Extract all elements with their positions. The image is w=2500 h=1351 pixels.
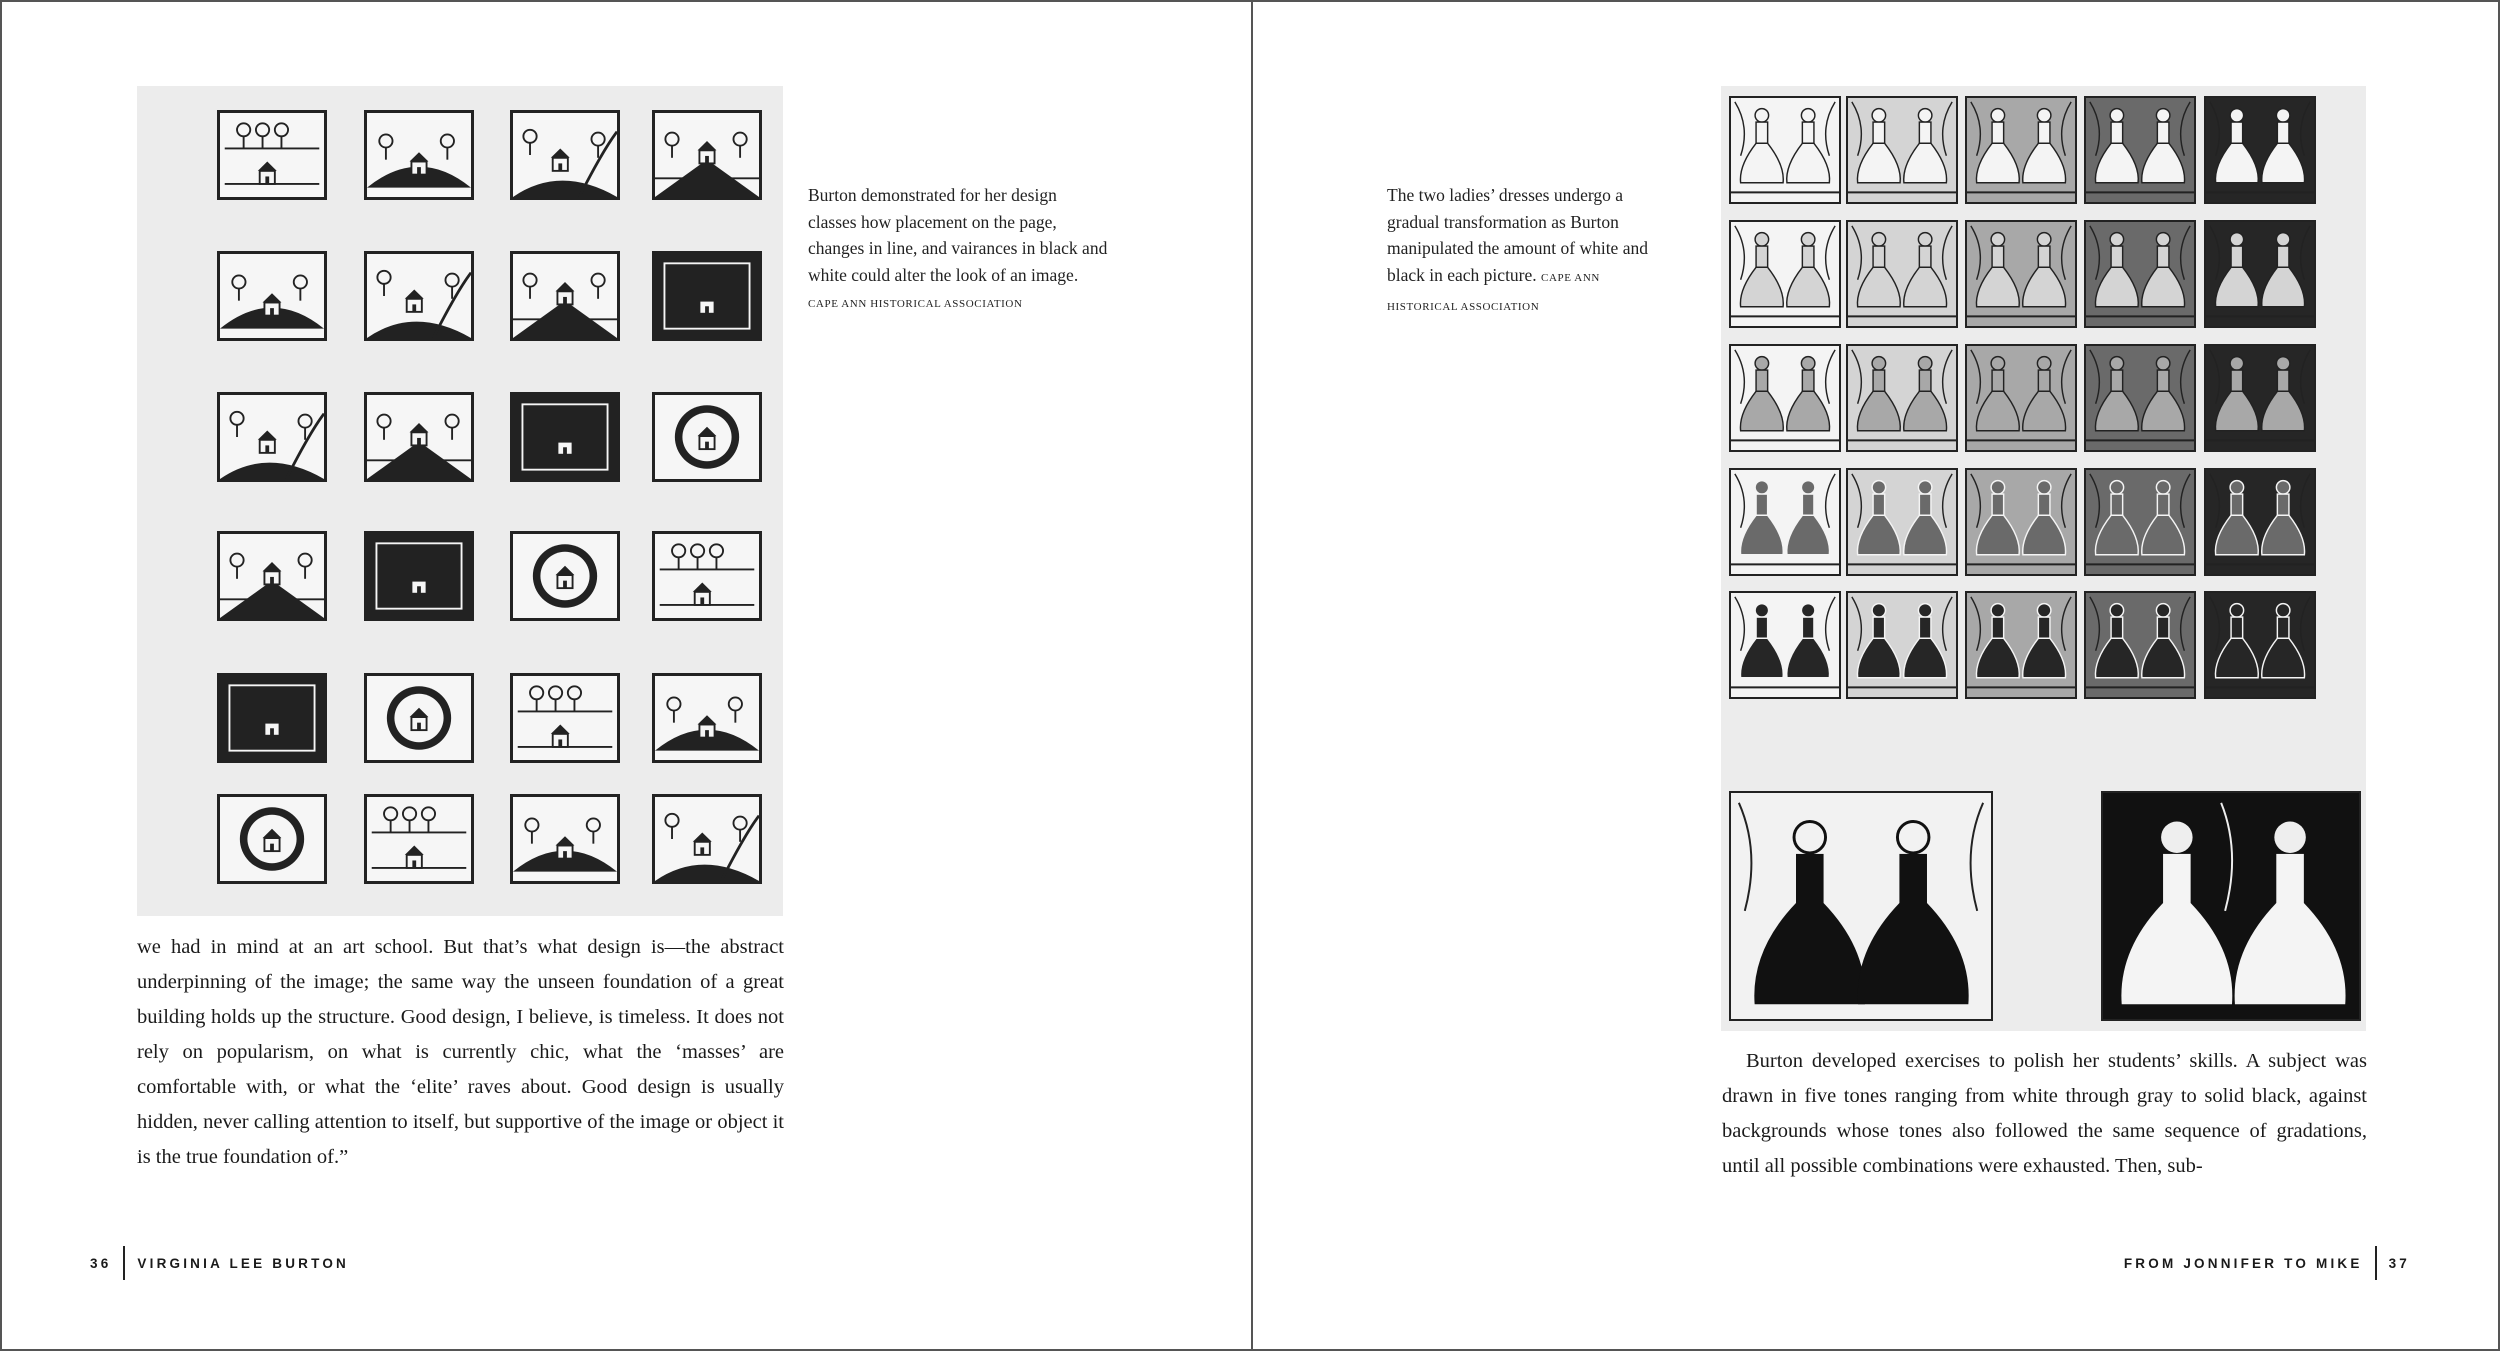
right-running-head: FROM JONNIFER TO MIKE: [2123, 1255, 2363, 1271]
design-thumbnail: [217, 392, 327, 482]
light-dresses-panel: [2101, 791, 2361, 1021]
design-thumbnail: [510, 673, 620, 763]
design-thumbnail: [510, 392, 620, 482]
design-thumbnail: [364, 110, 474, 200]
dress-tone-study: [1965, 344, 2077, 452]
design-thumbnail: [217, 251, 327, 341]
design-thumbnail: [510, 531, 620, 621]
dress-tone-study: [1729, 591, 1841, 699]
design-thumbnail: [364, 794, 474, 884]
page-gutter: [1251, 2, 1253, 1351]
design-thumbnail: [217, 673, 327, 763]
right-caption-text: The two ladies’ dresses undergo a gradual transformation as Burton manipulated the amount of white and black in each picture.: [1387, 185, 1648, 285]
dress-tone-study: [2204, 468, 2316, 576]
design-thumbnail: [652, 251, 762, 341]
design-thumbnail: [652, 673, 762, 763]
design-thumbnail: [652, 794, 762, 884]
dark-dresses-panel: [1729, 791, 1993, 1021]
dress-tone-study: [2084, 468, 2196, 576]
dress-tone-study: [1965, 591, 2077, 699]
dress-tone-study: [2204, 220, 2316, 328]
design-thumbnail: [652, 110, 762, 200]
right-caption-credit: CAPE ANN HISTORICAL ASSOCIATION: [1387, 271, 1600, 314]
design-thumbnail: [652, 531, 762, 621]
design-thumbnail: [217, 531, 327, 621]
design-thumbnail: [217, 794, 327, 884]
design-thumbnail: [217, 110, 327, 200]
right-figure-caption: [1387, 182, 1667, 321]
design-thumbnail: [364, 251, 474, 341]
design-thumbnail: [652, 392, 762, 482]
left-folio: [90, 1246, 349, 1280]
design-thumbnail: [364, 673, 474, 763]
dress-tone-study: [1846, 220, 1958, 328]
dress-tone-study: [1846, 96, 1958, 204]
ladies-dresses-figure: [1721, 86, 2366, 1031]
dress-tone-study: [1965, 96, 2077, 204]
left-page-number: 36: [90, 1255, 112, 1271]
dress-tone-study: [1729, 344, 1841, 452]
left-caption-credit: CAPE ANN HISTORICAL ASSOCIATION: [808, 298, 1023, 311]
right-folio: [2124, 1246, 2410, 1280]
design-thumbnail: [364, 392, 474, 482]
dress-tone-study: [2084, 96, 2196, 204]
dress-tone-study: [2204, 591, 2316, 699]
dress-tone-study: [2204, 344, 2316, 452]
dress-tone-study: [1846, 344, 1958, 452]
design-thumbnail: [510, 251, 620, 341]
design-thumbnail: [364, 531, 474, 621]
left-body-text: we had in mind at an art school. But that’s what design is—the abstract underpinning of the image; the same way the unseen foundation of a great building holds up the structure. Good design, I believe, is timeless. It does not rely on popularism, on what is currently chic, what the ‘masses’ are comfortable with, or what the ‘elite’ raves about. Good design is usually hidden, never calling attention to itself, but supportive of the image or object it is the true foundation of.”: [137, 936, 784, 1168]
dress-tone-study: [2204, 96, 2316, 204]
left-running-head: VIRGINIA LEE BURTON: [137, 1255, 349, 1271]
dress-tone-study: [1729, 468, 1841, 576]
folio-divider: [2375, 1246, 2377, 1280]
dress-tone-study: [1846, 591, 1958, 699]
dress-tone-study: [2084, 344, 2196, 452]
right-page-number: 37: [2388, 1255, 2410, 1271]
left-figure-caption: [808, 182, 1108, 318]
dress-tone-study: [2084, 591, 2196, 699]
left-caption-text: Burton demonstrated for her design classes how placement on the page, changes in line, and vairances in black and white could alter the look of an image.: [808, 185, 1108, 285]
dress-tone-study: [1965, 468, 2077, 576]
right-body-text: [1722, 1044, 2367, 1184]
dress-tone-study: [2084, 220, 2196, 328]
dress-tone-study: [1965, 220, 2077, 328]
design-thumbnail: [510, 110, 620, 200]
dress-tone-study: [1846, 468, 1958, 576]
dress-tone-study: [1729, 96, 1841, 204]
design-thumbnail: [510, 794, 620, 884]
folio-divider: [123, 1246, 125, 1280]
design-exercise-figure: [137, 86, 783, 916]
dress-tone-study: [1729, 220, 1841, 328]
right-body-paragraph: Burton developed exercises to polish her students’ skills. A subject was drawn in five tones ranging from white through gray to solid black, against backgrounds whose tones also followed the same sequence of gradations, until all possible combinations were exhausted. Then, sub-: [1722, 1050, 2367, 1177]
